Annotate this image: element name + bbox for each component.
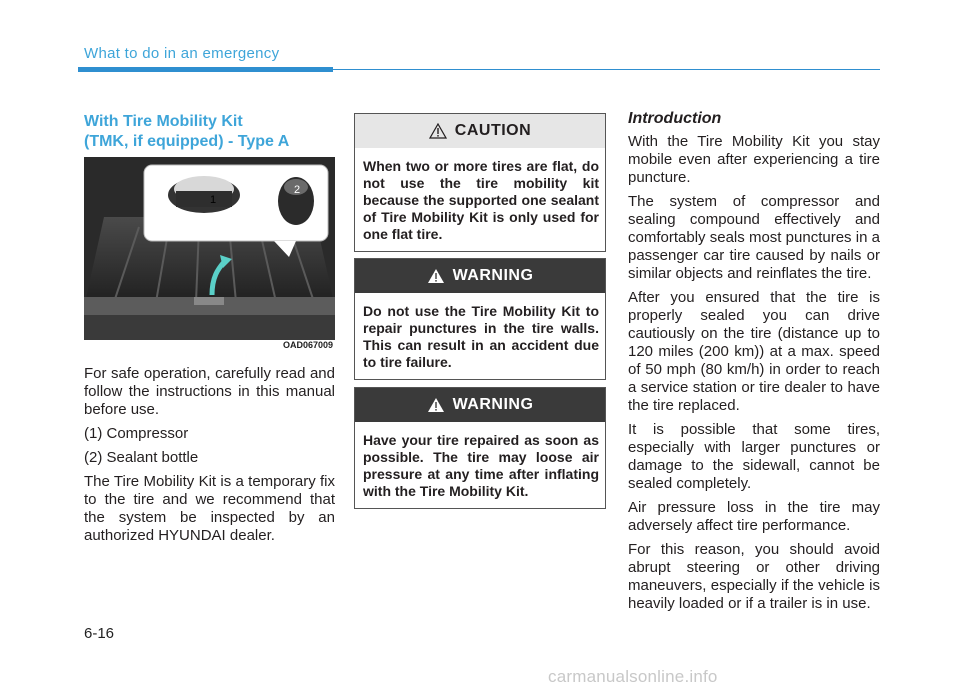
- header-accent-bar: [78, 67, 333, 72]
- page-number: 6-16: [84, 625, 115, 642]
- intro-paragraph-1: With the Tire Mobility Kit you stay mobile even after experiencing a tire puncture.: [628, 133, 880, 186]
- warning-box-2: [354, 387, 606, 509]
- image-code: OAD067009: [282, 340, 333, 350]
- warning-text-1: Do not use the Tire Mobility Kit to repair punctures in the tire walls. This can result in an accident due to tire failure.: [363, 303, 599, 370]
- warning-label-1: WARNING: [452, 267, 534, 284]
- caution-label: CAUTION: [454, 122, 532, 139]
- warning-label-2: WARNING: [452, 396, 534, 413]
- callout-label-2: 2: [294, 184, 301, 196]
- list-item-sealant-bottle: (2) Sealant bottle: [84, 449, 199, 466]
- warning-text-2: Have your tire repaired as soon as possible. The tire may loose air pressure at any time after inflating with the Tire Mobility Kit.: [363, 432, 599, 499]
- warning-header-2: [355, 388, 605, 422]
- watermark: carmanualsonline.info: [548, 667, 718, 686]
- trunk-photo: [84, 157, 335, 351]
- section-title: [84, 112, 336, 152]
- intro-paragraph-3: After you ensured that the tire is properly sealed you can drive cautiously on the tire (distance up to 120 miles (200 km)) at a max. speed of 50 mph (80 km/h) in order to reach a service station or tire dealer to have the tire replaced.: [628, 289, 880, 414]
- section-body: [84, 365, 335, 551]
- intro-paragraph-4: It is possible that some tires, especially with larger punctures or damage to the sidewall, cannot be sealed completely.: [628, 421, 880, 492]
- warning-box-1: [354, 258, 606, 380]
- intro-paragraph-2: The system of compressor and sealing compound effectively and comfortably seals most punctures in a passenger car tire caused by nails or similar objects and reinflates the tire.: [628, 193, 880, 282]
- caution-text: When two or more tires are flat, do not use the tire mobility kit because the supported one sealant of Tire Mobility Kit is only used for one flat tire.: [363, 158, 599, 242]
- paragraph-temporary-fix: The Tire Mobility Kit is a temporary fix to the tire and we recommend that the system be inspected by an authorized HYUNDAI dealer.: [84, 473, 335, 544]
- warning-triangle-icon: [427, 397, 445, 413]
- trunk-illustration: [84, 157, 335, 351]
- header-rule: [333, 69, 880, 70]
- intro-paragraph-6: For this reason, you should avoid abrupt steering or other driving maneuvers, especially if the vehicle is heavily loaded or if a trailer is in use.: [628, 541, 880, 612]
- caution-header: [355, 114, 605, 148]
- warning-triangle-icon: [427, 268, 445, 284]
- photo-caption-strip: [84, 340, 335, 354]
- section-title-line-2: (TMK, if equipped) - Type A: [84, 133, 290, 150]
- callout-label-1: 1: [210, 194, 217, 206]
- introduction-body: [628, 133, 880, 619]
- intro-paragraph-5: Air pressure loss in the tire may adversely affect tire performance.: [628, 499, 880, 534]
- section-title-line-1: With Tire Mobility Kit: [84, 113, 243, 130]
- warning-header-1: [355, 259, 605, 293]
- paragraph-safe-operation: For safe operation, carefully read and follow the instructions in this manual before use.: [84, 365, 335, 418]
- caution-box: [354, 113, 606, 252]
- list-item-compressor: (1) Compressor: [84, 425, 189, 442]
- caution-triangle-icon: [429, 123, 447, 139]
- introduction-title: Introduction: [628, 110, 722, 127]
- header-title: What to do in an emergency: [84, 45, 280, 62]
